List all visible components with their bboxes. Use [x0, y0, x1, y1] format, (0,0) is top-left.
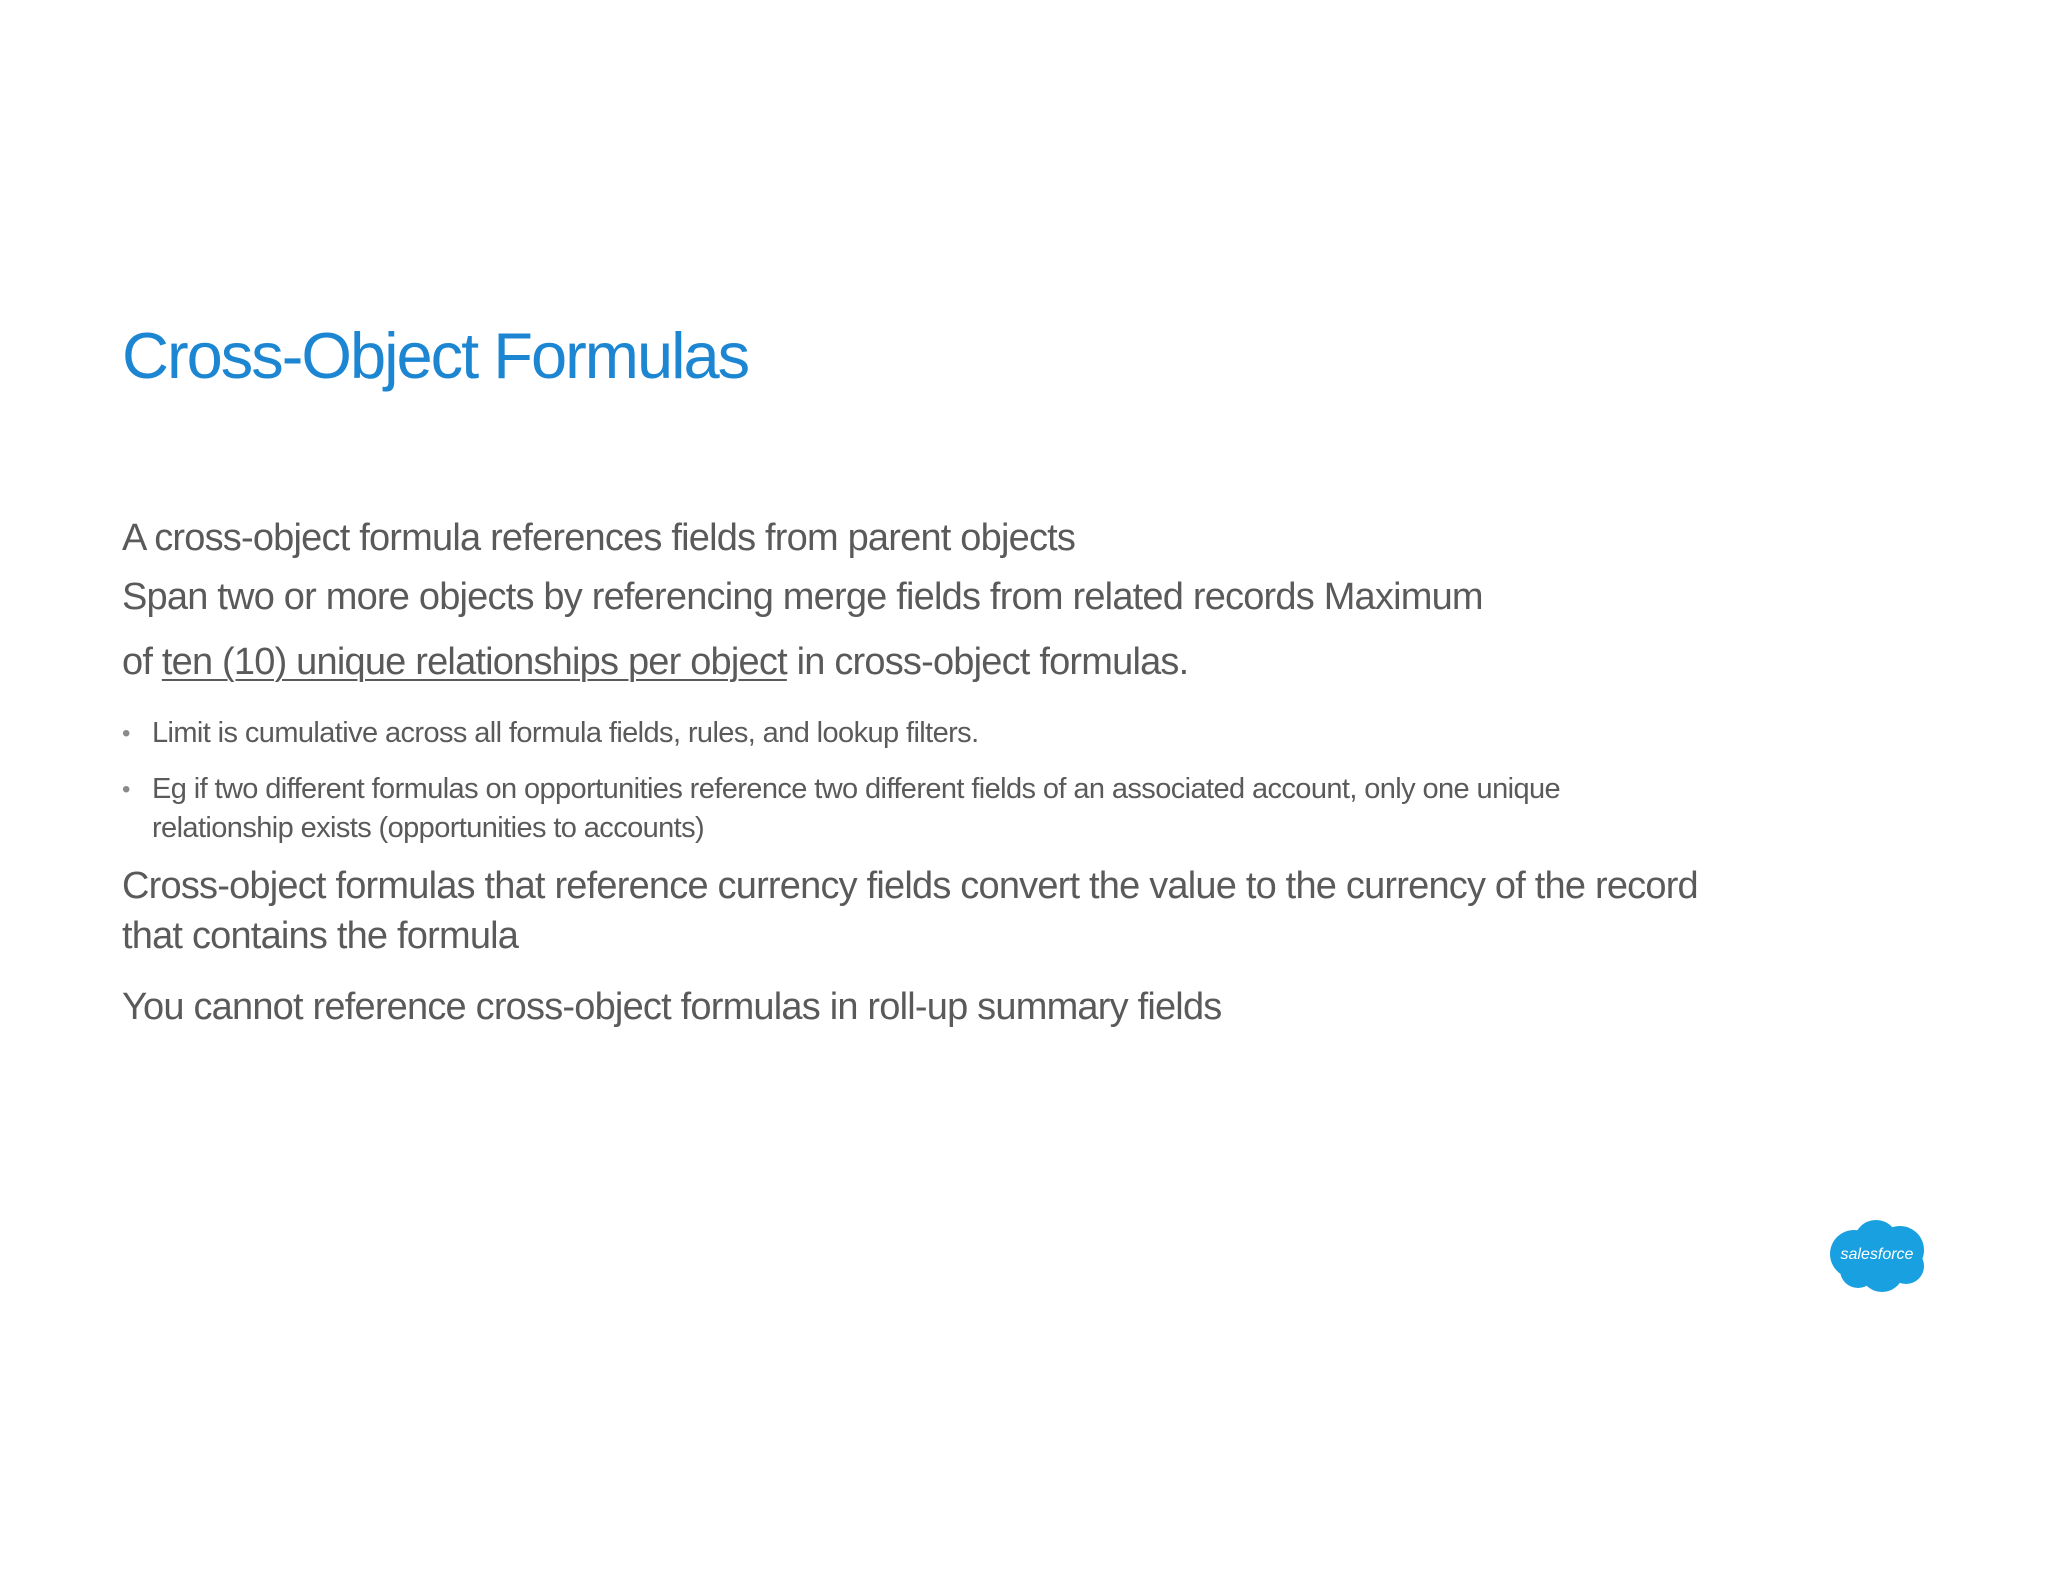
salesforce-cloud-logo-icon	[1824, 1218, 1930, 1294]
intro-line: A cross-object formula references fields from parent objects	[122, 517, 1076, 559]
currency-conversion-line-continued: that contains the formula	[122, 915, 519, 957]
bullet-item-example-line1: Eg if two different formulas on opportunities reference two different fields of an associated account, only one unique	[152, 773, 1561, 805]
bullet-item-cumulative-limit: Limit is cumulative across all formula fields, rules, and lookup filters.	[152, 717, 979, 749]
bullet-dot: •	[122, 776, 131, 803]
span-objects-line: Span two or more objects by referencing merge fields from related records Maximum	[122, 576, 1483, 618]
slide-title: Cross-Object Formulas	[122, 319, 749, 392]
maximum-relationships-line	[122, 640, 1188, 686]
currency-conversion-line: Cross-object formulas that reference currency fields convert the value to the currency of the record	[122, 865, 1698, 907]
bullet-dot: •	[122, 720, 131, 747]
logo-wordmark: salesforce	[1840, 1246, 1914, 1263]
maximum-suffix: in cross-object formulas.	[786, 641, 1189, 683]
maximum-prefix: of	[122, 641, 162, 683]
salesforce-logo	[1824, 1218, 1930, 1294]
rollup-restriction-line: You cannot reference cross-object formulas in roll-up summary fields	[122, 986, 1222, 1028]
bullet-item-example-line2: relationship exists (opportunities to accounts)	[152, 812, 705, 844]
relationship-limit-link[interactable]: ten (10) unique relationships per object	[161, 641, 787, 683]
